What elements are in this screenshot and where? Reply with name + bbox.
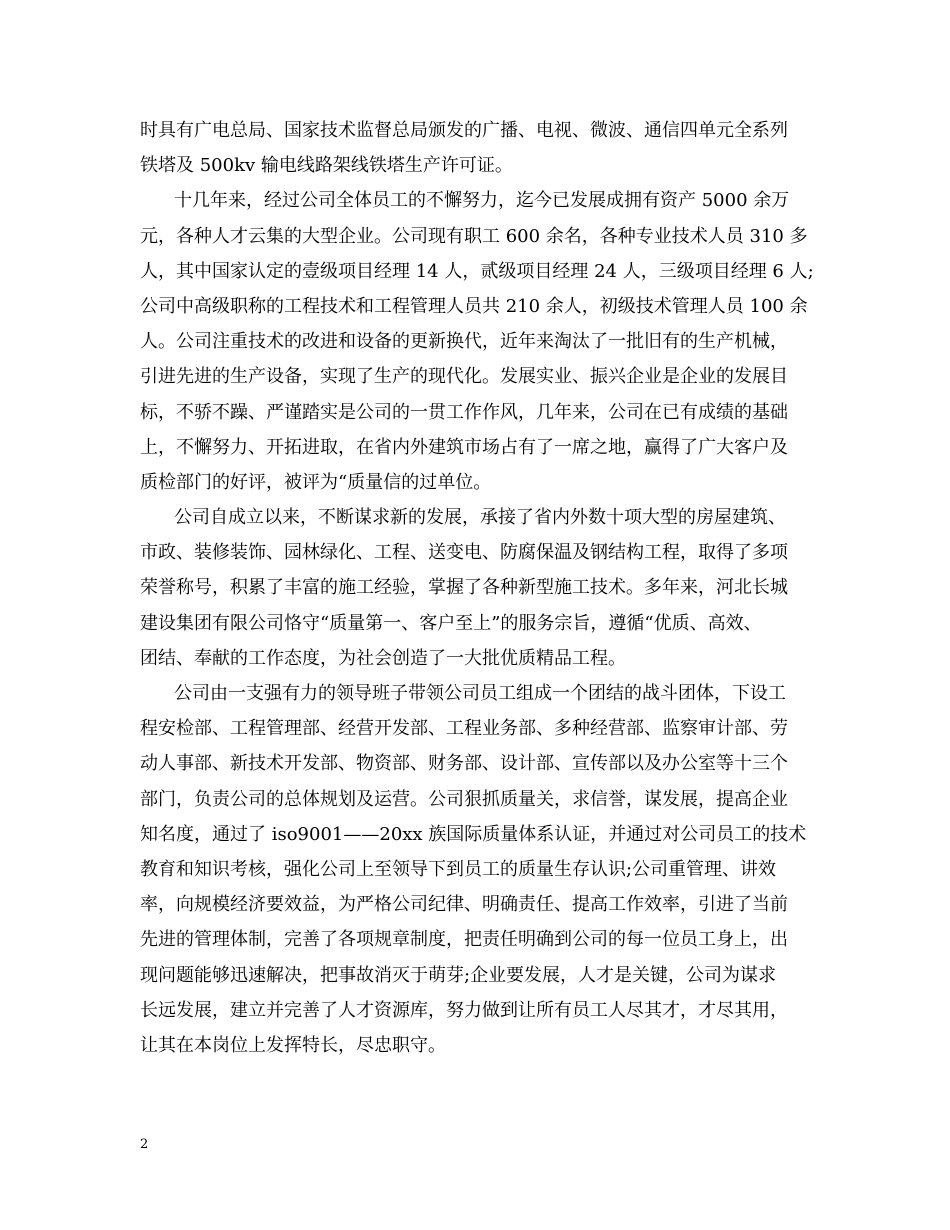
text-line: 市政、装修装饰、园林绿化、工程、送变电、防腐保温及钢结构工程，取得了多项 bbox=[140, 542, 788, 564]
text-line: 标，不骄不躁、严谨踏实是公司的一贯工作作风，几年来，公司在已有成绩的基础 bbox=[140, 401, 788, 423]
text-line: 率，向规模经济要效益，为严格公司纪律、明确责任、提高工作效率，引进了当前 bbox=[140, 894, 788, 916]
text-line: 荣誉称号，积累了丰富的施工经验，掌握了各种新型施工技术。多年来，河北长城 bbox=[140, 577, 788, 599]
text-line: 人。公司注重技术的改进和设备的更新换代，近年来淘汰了一批旧有的生产机械， bbox=[140, 331, 788, 353]
text-line: 公司中高级职称的工程技术和工程管理人员共 210 余人，初级技术管理人员 100 余 bbox=[140, 295, 808, 317]
text-line: 时具有广电总局、国家技术监督总局颁发的广播、电视、微波、通信四单元全系列 bbox=[140, 120, 788, 141]
text-line: 团结、奉献的工作态度，为社会创造了一大批优质精品工程。 bbox=[140, 647, 626, 669]
text-line: 程安检部、工程管理部、经营开发部、工程业务部、多种经营部、监察审计部、劳 bbox=[140, 718, 788, 740]
body-text bbox=[140, 113, 820, 1063]
text-line: 知名度，通过了 iso9001——20xx 族国际质量体系认证，并通过对公司员工的技术 bbox=[140, 823, 807, 845]
text-line: 现问题能够迅速解决，把事故消灭于萌芽;企业要发展，人才是关键，公司为谋求 bbox=[140, 964, 777, 986]
text-line: 十几年来，经过公司全体员工的不懈努力，迄今已发展成拥有资产 5000 余万 bbox=[174, 190, 790, 212]
text-line: 让其在本岗位上发挥特长，尽忠职守。 bbox=[140, 1034, 446, 1056]
text-line: 建设集团有限公司恪守“质量第一、客户至上”的服务宗旨，遵循“优质、高效、 bbox=[140, 612, 762, 634]
text-line: 引进先进的生产设备，实现了生产的现代化。发展实业、振兴企业是企业的发展目 bbox=[140, 366, 788, 388]
text-line: 质检部门的好评，被评为“质量信的过单位。 bbox=[140, 471, 492, 493]
text-line: 先进的管理体制，完善了各项规章制度，把责任明确到公司的每一位员工身上，出 bbox=[140, 929, 788, 951]
text-line: 上，不懈努力、开拓进取，在省内外建筑市场占有了一席之地，赢得了广大客户及 bbox=[140, 436, 788, 458]
text-line: 长远发展，建立并完善了人才资源库，努力做到让所有员工人尽其才，才尽其用， bbox=[140, 999, 788, 1021]
text-line: 公司自成立以来，不断谋求新的发展，承接了省内外数十项大型的房屋建筑、 bbox=[174, 507, 786, 529]
text-line: 教育和知识考核，强化公司上至领导下到员工的质量生存认识;公司重管理、讲效 bbox=[140, 858, 777, 880]
text-line: 元，各种人才云集的大型企业。公司现有职工 600 余名，各种专业技术人员 310 多 bbox=[140, 225, 808, 247]
page-number: 2 bbox=[140, 1137, 149, 1152]
text-line: 公司由一支强有力的领导班子带领公司员工组成一个团结的战斗团体，下设工 bbox=[174, 683, 786, 704]
text-line: 铁塔及 500kv 输电线路架线铁塔生产许可证。 bbox=[140, 155, 513, 177]
text-line: 动人事部、新技术开发部、物资部、财务部、设计部、宣传部以及办公室等十三个 bbox=[140, 753, 788, 775]
text-line: 人，其中国家认定的壹级项目经理 14 人，贰级项目经理 24 人，三级项目经理 6 人; bbox=[140, 260, 814, 282]
text-line: 部门，负责公司的总体规划及运营。公司狠抓质量关，求信誉，谋发展，提高企业 bbox=[140, 788, 788, 810]
